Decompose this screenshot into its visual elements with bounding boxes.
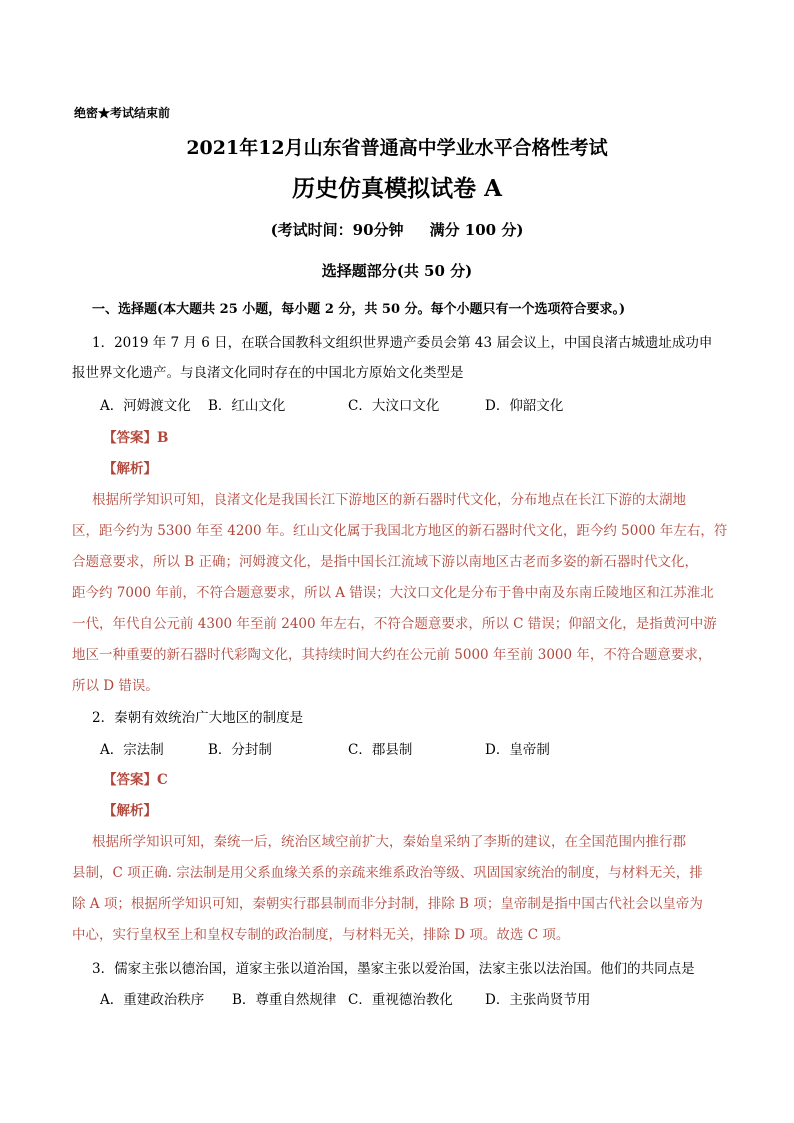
- q2-analysis-line2: 县制，C 项正确. 宗法制是用父系血缘关系的亲疏来维系政治等级、巩固国家统治的制度，与材料无关，排: [72, 865, 703, 881]
- q2-options: [0, 738, 794, 758]
- q1-analysis-line1: 根据所学知识可知，良渚文化是我国长江下游地区的新石器时代文化，分布地点在长江下游的太湖地: [92, 492, 686, 508]
- q1-option-d[interactable]: D．仰韶文化: [485, 398, 564, 414]
- q3-options: [0, 988, 794, 1008]
- q3-option-a[interactable]: A．重建政治秩序: [100, 992, 205, 1008]
- q1-analysis-line2: 区，距今约为 5300 年至 4200 年。红山文化属于我国北方地区的新石器时代文化，距今约 5000 年左右，符: [72, 523, 728, 539]
- q1-analysis-line3: 合题意要求，所以 B 正确；河姆渡文化，是指中国长江流域下游以南地区古老而多姿的新石器时代文化，: [72, 554, 699, 570]
- q2-answer: 【答案】C: [103, 772, 168, 788]
- q2-analysis-line1: 根据所学知识可知，秦统一后，统治区域空前扩大，秦始皇采纳了李斯的建议，在全国范围内推行郡: [92, 834, 686, 850]
- q1-analysis-line5: 一代，年代自公元前 4300 年至前 2400 年左右，不符合题意要求，所以 C 错误；仰韶文化，是指黄河中游: [72, 616, 717, 632]
- instructions: 一、选择题(本大题共 25 小题，每小题 2 分，共 50 分。每个小题只有一个选项符合要求。): [92, 302, 626, 317]
- q2-option-d[interactable]: D．皇帝制: [485, 742, 550, 758]
- q1-analysis-line6: 地区一种重要的新石器时代彩陶文化，其持续时间大约在公元前 5000 年至前 3000 年，不符合题意要求，: [72, 647, 712, 663]
- q1-analysis-line7: 所以 D 错误。: [72, 678, 159, 694]
- q3-option-b[interactable]: B．尊重自然规律: [232, 992, 337, 1008]
- q2-option-a[interactable]: A．宗法制: [100, 742, 164, 758]
- q2-stem: 2．秦朝有效统治广大地区的制度是: [92, 710, 304, 726]
- full-score: 满分 100 分): [429, 221, 524, 239]
- q1-option-c[interactable]: C．大汶口文化: [348, 398, 440, 414]
- q1-option-a[interactable]: A．河姆渡文化: [100, 398, 191, 414]
- q2-analysis-line3: 除 A 项；根据所学知识可知，秦朝实行郡县制而非分封制，排除 B 项；皇帝制是指中国古代社会以皇帝为: [72, 896, 703, 912]
- q2-option-b[interactable]: B．分封制: [208, 742, 272, 758]
- section-title: 选择题部分(共 50 分): [321, 262, 473, 280]
- q2-analysis-line4: 中心，实行皇权至上和皇权专制的政治制度，与材料无关，排除 D 项。故选 C 项。: [72, 927, 570, 943]
- q1-option-b[interactable]: B．红山文化: [208, 398, 286, 414]
- exam-info: [0, 219, 794, 240]
- q1-answer: 【答案】B: [103, 430, 169, 446]
- q3-option-d[interactable]: D．主张尚贤节用: [485, 992, 591, 1008]
- q1-analysis-line4: 距今约 7000 年前，不符合题意要求，所以 A 错误；大汶口文化是分布于鲁中南及东南丘陵地区和江苏淮北: [72, 585, 714, 601]
- q1-options: [0, 394, 794, 414]
- q3-stem: 3．儒家主张以德治国，道家主张以道治国，墨家主张以爱治国，法家主张以法治国。他们的共同点是: [92, 961, 695, 977]
- q3-option-c[interactable]: C．重视德治教化: [348, 992, 453, 1008]
- q2-option-c[interactable]: C．郡县制: [348, 742, 413, 758]
- exam-time: (考试时间：90分钟: [270, 221, 404, 239]
- q2-analysis-label: 【解析】: [103, 803, 157, 819]
- exam-title: 2021年12月山东省普通高中学业水平合格性考试: [186, 137, 608, 159]
- paper-title: 历史仿真模拟试卷 A: [292, 175, 502, 202]
- confidential-mark: 绝密★考试结束前: [74, 106, 171, 120]
- q1-stem-line2: 报世界文化遗产。与良渚文化同时存在的中国北方原始文化类型是: [72, 365, 464, 381]
- q1-analysis-label: 【解析】: [103, 461, 157, 477]
- q1-stem-line1: 1．2019 年 7 月 6 日，在联合国教科文组织世界遗产委员会第 43 届会议上，中国良渚古城遗址成功申: [92, 335, 713, 351]
